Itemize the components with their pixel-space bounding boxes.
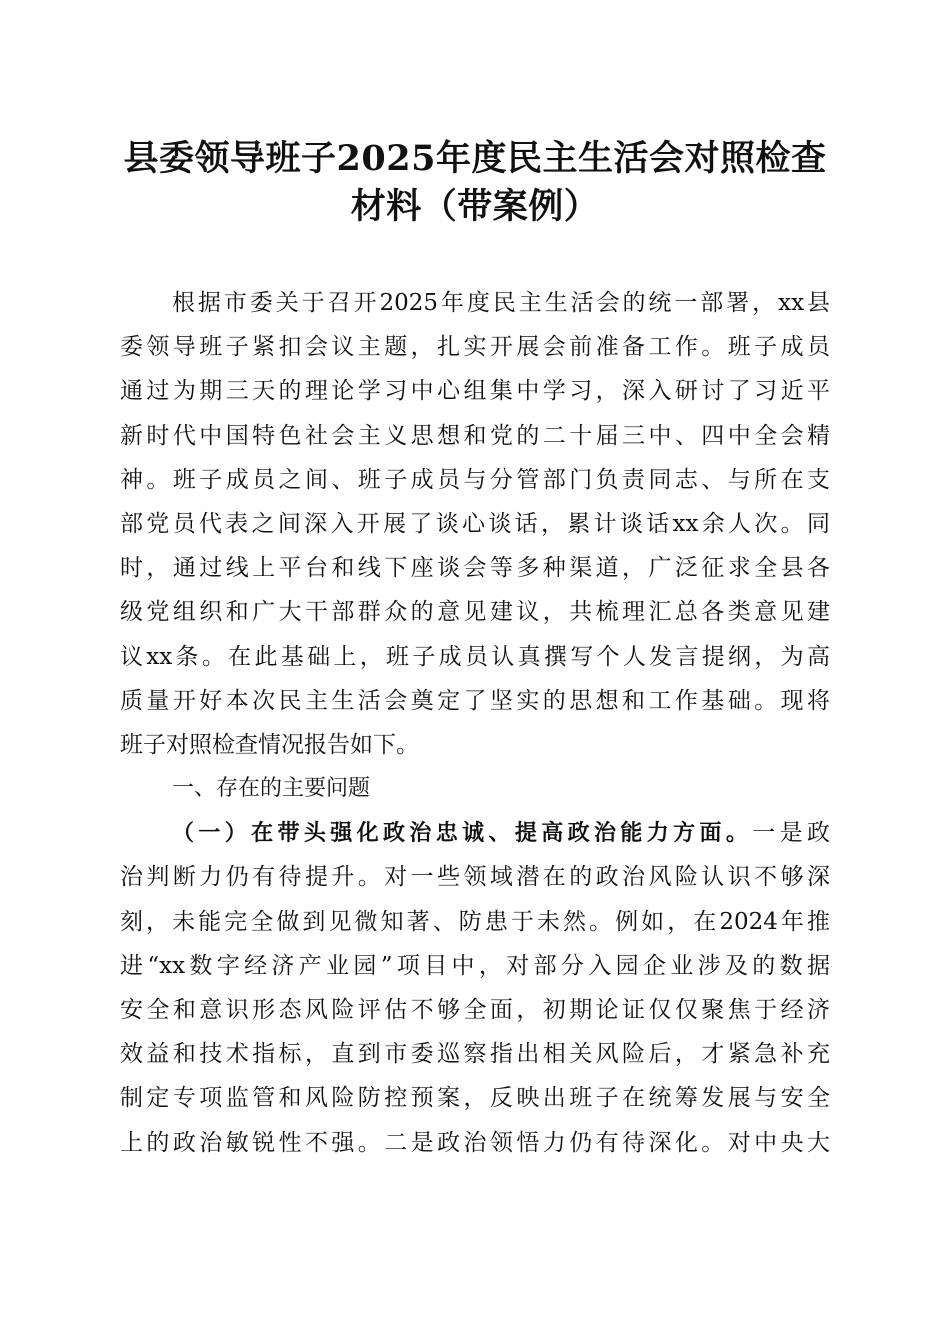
intro-line: 质量开好本次民主生活会奠定了坚实的思想和工作基础。现将: [120, 687, 830, 714]
intro-line: 根据市委关于召开2025年度民主生活会的统一部署，xx县: [172, 290, 830, 316]
subsection-first-line: [120, 811, 830, 855]
intro-line: 时，通过线上平台和线下座谈会等多种渠道，广泛征求全县各: [120, 555, 830, 582]
intro-line: 新时代中国特色社会主义思想和党的二十届三中、四中全会精: [120, 422, 830, 449]
subsection-line: 安全和意识形态风险评估不够全面，初期论证仅仅聚焦于经济: [120, 997, 830, 1023]
intro-line: 部党员代表之间深入开展了谈心谈话，累计谈话xx余人次。同: [120, 510, 830, 537]
subsection-line: 刻，未能完全做到见微知著、防患于未然。例如，在2024年推: [120, 908, 830, 935]
document-body: [120, 281, 830, 1165]
subsection-line: 制定专项监管和风险防控预案，反映出班子在统筹发展与安全: [120, 1085, 830, 1112]
intro-line: 委领导班子紧扣会议主题，扎实开展会前准备工作。班子成员: [120, 334, 830, 361]
subsection-line: 上的政治敏锐性不强。二是政治领悟力仍有待深化。对中央大: [120, 1129, 830, 1156]
section-heading: 一、存在的主要问题: [172, 776, 371, 802]
document-title: [100, 135, 850, 231]
intro-line: 通过为期三天的理论学习中心组集中学习，深入研讨了习近平: [120, 378, 830, 405]
intro-line: 神。班子成员之间、班子成员与分管部门负责同志、与所在支: [120, 466, 830, 493]
subsection-line: 进“xx数字经济产业园”项目中，对部分入园企业涉及的数据: [120, 952, 830, 979]
intro-line: 班子对照检查情况报告如下。: [120, 731, 419, 758]
subsection-first-line-text: 一是政: [752, 820, 830, 847]
intro-line: 议xx条。在此基础上，班子成员认真撰写个人发言提纲，为高: [120, 643, 830, 670]
subsection-line: 效益和技术指标，直到市委巡察指出相关风险后，才紧急补充: [120, 1041, 830, 1068]
title-line-2: 材料（带案例）: [350, 186, 600, 227]
intro-line: 级党组织和广大干部群众的意见建议，共梳理汇总各类意见建: [120, 599, 830, 626]
title-line-1: 县委领导班子2025年度民主生活会对照检查: [123, 138, 827, 179]
subsection-heading: （一）在带头强化政治忠诚、提高政治能力方面。: [172, 821, 753, 847]
subsection-line: 治判断力仍有待提升。对一些领域潜在的政治风险认识不够深: [120, 864, 830, 891]
